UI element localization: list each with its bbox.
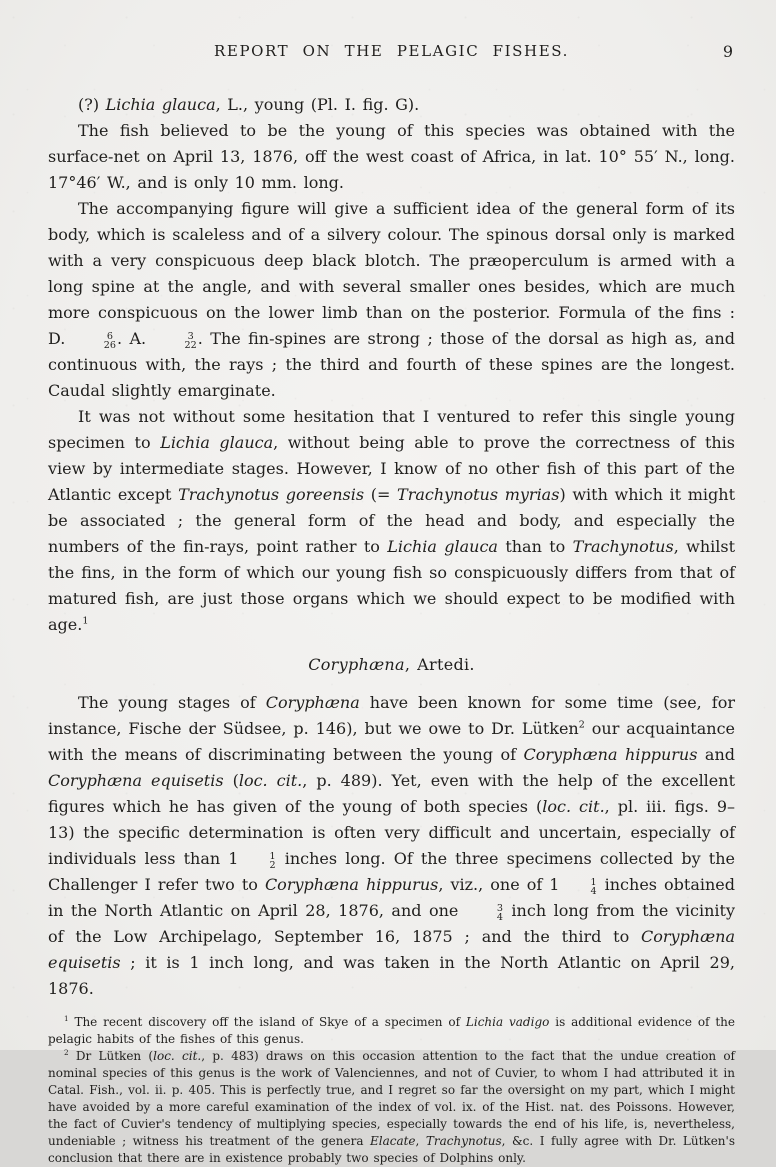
text-run-italic: Coryphæna — [308, 655, 405, 674]
fraction: 6 26 — [103, 331, 116, 352]
text-run-italic: Trachynotus goreensis — [178, 485, 365, 504]
text-run: inches long. Of the three specimens collected by the Challenger I refer two to — [48, 849, 736, 894]
text-run: , &c. I fully agree with Dr. Lütken's conclusion that there are in existence probably two species of Dolphins only. — [48, 1134, 735, 1165]
fraction: 3 4 — [496, 903, 503, 924]
text-run: , p. 489). Yet, even with the help of the excellent figures which he has given of the young of both species ( — [48, 771, 736, 816]
text-run-italic: Trachynotus — [572, 537, 674, 556]
text-run: . The fin-spines are strong ; those of the dorsal as high as, and continuous with, the rays ; the third and fourth of these spines are the longest. Caudal slightly emarginate. — [48, 329, 735, 400]
paragraph-capture — [48, 118, 735, 196]
footnote-marker: 1 — [82, 615, 89, 627]
paragraph-coryphaena — [48, 690, 735, 1002]
text-run: , pl. iii. figs. 9–13) the specific determination is often very difficult and uncertain, especially of individuals less than 1 — [48, 797, 735, 868]
text-run: (= — [364, 485, 398, 504]
section-heading-coryphaena — [48, 652, 735, 678]
footnote-marker: 2 — [64, 1048, 69, 1057]
text-run-italic: Lichia glauca — [105, 95, 216, 114]
fraction: 1 4 — [590, 877, 597, 898]
text-run: . A. — [116, 329, 154, 348]
text-run: It was not without some hesitation that I ventured to refer this single young specimen to — [48, 407, 735, 452]
text-run: ) with which it might be associated ; the general form of the head and body, and especially the numbers of the fin-rays, point rather to — [48, 485, 736, 556]
text-run: have been known for some time (see, for instance, Fische der Südsee, p. 146), but we owe to Dr. Lütken — [48, 693, 736, 738]
text-run-italic: Lichia vadigo — [465, 1015, 550, 1029]
footnotes — [48, 1014, 735, 1167]
fraction: 3 22 — [184, 331, 197, 352]
text-run: The fish believed to be the young of this species was obtained with the surface-net on April 13, 1876, off the west coast of Africa, in lat. 10° 55′ N., long. 17°46′ W., and is only 10 mm. long. — [48, 121, 735, 192]
footnote-marker: 2 — [578, 719, 585, 731]
text-run: our acquaintance with the means of discriminating between the young of — [48, 719, 735, 764]
text-run: The recent discovery off the island of Skye of a specimen of — [68, 1015, 466, 1029]
text-run-italic: loc. cit. — [238, 771, 303, 790]
text-run: inch long from the vicinity of the Low Archipelago, September 16, 1875 ; and the third to — [48, 901, 735, 946]
text-run: is additional evidence of the pelagic habits of the fishes of this genus. — [48, 1015, 736, 1046]
text-run-italic: Lichia glauca — [160, 433, 274, 452]
text-run: , Artedi. — [404, 655, 475, 674]
text-run-italic: Elacate — [369, 1134, 416, 1148]
text-run-italic: loc. cit. — [153, 1049, 202, 1063]
text-run: inches obtained in the North Atlantic on April 28, 1876, and one — [48, 875, 736, 920]
text-run: ; it is 1 inch long, and was taken in the North Atlantic on April 29, 1876. — [48, 953, 735, 998]
text-run: Dr Lütken ( — [68, 1049, 154, 1063]
text-run-italic: Lichia glauca — [387, 537, 498, 556]
page-number: 9 — [722, 42, 733, 61]
footnote-1 — [48, 1014, 735, 1048]
text-run: The accompanying figure will give a sufficient idea of the general form of its body, which is scaleless and of a silvery colour. The spinous dorsal only is marked with a very conspicuous deep black blotch. The præoperculum is armed with a long spine at the angle, and with several smaller ones besides, which are much more conspicuous on the lower limb than on the posterior. Formula of the fins : D. — [48, 199, 735, 348]
text-run: , without being able to prove the correctness of this view by intermediate stages. However, I know of no other fish of this part of the Atlantic except — [48, 433, 736, 504]
text-run-italic: Trachynotus myrias — [397, 485, 560, 504]
text-run-italic: Coryphæna — [265, 693, 360, 712]
running-head — [48, 42, 735, 60]
footnote-2 — [48, 1048, 735, 1167]
text-run: than to — [497, 537, 573, 556]
text-run-italic: Coryphæna equisetis — [48, 927, 735, 972]
text-run: and — [697, 745, 736, 764]
body-text — [48, 92, 735, 1002]
text-run-italic: Coryphæna equisetis — [48, 771, 224, 790]
text-run-italic: Coryphæna hippurus — [264, 875, 439, 894]
text-run: The young stages of — [78, 693, 266, 712]
fraction: 1 2 — [269, 851, 276, 872]
text-run: ( — [223, 771, 239, 790]
text-run: , L., young (Pl. I. fig. G). — [215, 95, 420, 114]
text-run: , viz., one of 1 — [438, 875, 560, 894]
text-run: , p. 483) draws on this occasion attention to the fact that the undue creation of nominal species of this genus is the work of Valenciennes, and not of Cuvier, to whom I had attributed it in Catal. Fish., vol. ii. p. 405. This is perfectly true, and I regret so far the oversight on my part, which I might have avoided by a more careful examination of the index of vol. ix. of the Hist. nat. des Poissons. However, the fact of Cuvier's tendency of multiplying species, especially towards the end of his life, is, nevertheless, undeniable ; witness his treatment of the genera — [48, 1049, 736, 1148]
text-run-italic: loc. cit. — [542, 797, 605, 816]
text-run: (?) — [78, 95, 106, 114]
text-run-italic: Trachynotus — [425, 1134, 502, 1148]
paragraph-identification — [48, 404, 735, 638]
text-run-italic: Coryphæna hippurus — [523, 745, 698, 764]
text-run: , whilst the fins, in the form of which our young fish so conspicuously differs from that of matured fish, are just those organs which we should expect to be modified with age. — [48, 537, 735, 634]
text-run: , — [415, 1134, 426, 1148]
running-head-title: REPORT ON THE PELAGIC FISHES. — [214, 42, 569, 60]
footnote-marker: 1 — [64, 1014, 69, 1023]
paragraph-description — [48, 196, 735, 404]
species-heading-line — [48, 92, 735, 118]
